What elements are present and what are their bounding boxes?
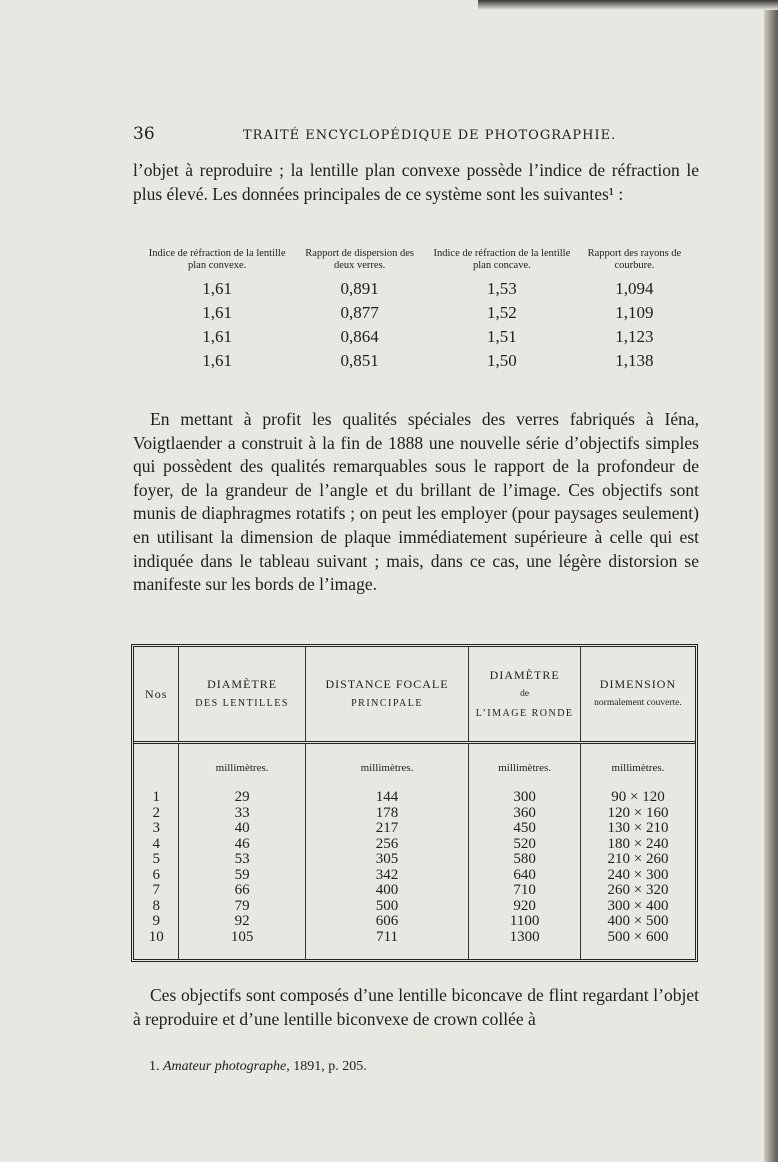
refraction-cell: 1,61 — [202, 351, 233, 370]
distance-value: 144 — [375, 789, 399, 805]
nos-value: 1 — [152, 789, 160, 805]
nos-label: Nos — [145, 686, 168, 701]
footnote — [149, 1059, 367, 1075]
image-label: DIAMÈTRE — [489, 667, 560, 682]
diametre-value: 92 — [234, 913, 250, 929]
page-top-shadow — [478, 0, 778, 10]
units-cell: millimètres. — [179, 743, 305, 789]
image-value: 920 — [513, 897, 536, 914]
dimension-value: 90 × 120 — [611, 789, 665, 805]
refraction-row — [140, 325, 690, 349]
nos-value: 3 — [152, 820, 160, 836]
nos-value: 8 — [152, 897, 160, 914]
diametre-value: 40 — [234, 820, 250, 836]
refraction-cell: 1,52 — [487, 303, 517, 322]
dimension-value: 500 × 600 — [607, 928, 669, 945]
refraction-cell: 0,877 — [340, 303, 379, 322]
page-edge-shadow — [764, 0, 778, 1162]
units-cell: millimètres. — [469, 743, 581, 789]
image-value: 520 — [513, 835, 536, 852]
image-column — [469, 788, 581, 959]
footnote-source: Amateur photographe — [163, 1059, 287, 1074]
distance-sub-label: PRINCIPALE — [351, 698, 423, 709]
diametre-value: 79 — [234, 897, 250, 914]
distance-value: 606 — [375, 913, 399, 929]
refraction-cell: 1,61 — [202, 327, 233, 346]
distance-value: 400 — [375, 882, 399, 898]
diametre-value: 59 — [234, 866, 250, 883]
dimension-value: 400 × 500 — [607, 913, 669, 929]
refraction-cell: 1,094 — [615, 279, 654, 298]
refraction-header-2: Rapport de dispersion des deux verres. — [305, 248, 415, 271]
refraction-row — [140, 277, 690, 301]
dimension-column — [580, 788, 695, 959]
units-cell: millimètres. — [580, 743, 695, 789]
page-header — [133, 124, 698, 146]
col-header-dimension — [580, 647, 695, 743]
refraction-row — [140, 349, 690, 373]
objectives-table — [134, 647, 695, 959]
running-title: TRAITÉ ENCYCLOPÉDIQUE DE PHOTOGRAPHIE. — [243, 128, 617, 143]
refraction-cell: 1,123 — [615, 327, 654, 346]
values-row — [134, 788, 695, 959]
footnote-number: 1. — [149, 1059, 160, 1074]
refraction-table-body — [140, 277, 690, 373]
col-header-nos — [134, 647, 179, 743]
nos-value: 4 — [152, 835, 160, 852]
refraction-cell: 1,138 — [615, 351, 654, 370]
dimension-label: DIMENSION — [599, 677, 677, 691]
nos-value: 7 — [152, 882, 160, 898]
page-number: 36 — [133, 124, 155, 144]
refraction-header-1: Indice de réfraction de la lentille plan convexe. — [148, 248, 286, 271]
refraction-header-4: Rapport des rayons de courbure. — [587, 248, 682, 271]
refraction-cell: 1,50 — [487, 351, 517, 370]
distance-label: DISTANCE FOCALE — [325, 677, 449, 691]
dimension-value: 300 × 400 — [607, 897, 669, 914]
col-header-diametre — [179, 647, 305, 743]
diametre-value: 33 — [234, 804, 250, 821]
refraction-cell: 0,864 — [340, 327, 379, 346]
col-header-image — [469, 647, 581, 743]
nos-value: 9 — [152, 913, 160, 929]
diametre-value: 105 — [230, 928, 254, 945]
distance-value: 500 — [375, 897, 399, 914]
diametre-value: 66 — [234, 882, 250, 898]
distance-column — [305, 788, 469, 959]
image-sub-label: L’IMAGE RONDE — [475, 707, 574, 719]
footnote-rest: , 1891, p. 205. — [286, 1059, 367, 1074]
image-value: 640 — [513, 866, 536, 883]
diametre-column — [179, 788, 305, 959]
nos-column — [134, 788, 179, 959]
distance-value: 217 — [375, 820, 399, 836]
units-row — [134, 743, 695, 789]
refraction-row — [140, 301, 690, 325]
refraction-cell: 1,53 — [487, 279, 517, 298]
units-cell-empty — [134, 743, 179, 789]
refraction-cell: 1,61 — [202, 303, 233, 322]
dimension-value: 120 × 160 — [607, 804, 669, 821]
dimension-value: 180 × 240 — [607, 835, 669, 852]
paragraph-2: En mettant à profit les qualités spéciales des verres fabriqués à Iéna, Voigtlaender a construit à la fin de 1888 une nouvelle série d’objectifs simples qui possèdent des qualités remarquables sous le rapport de la profondeur de foyer, de la grandeur de l’angle et du brillant de l’image. Ces objectifs sont munis de diaphragmes rotatifs ; on peut les employer (pour paysages seulement) en utilisant la dimension de plaque immédiatement supérieure à celle qui est indiquée dans le tableau suivant ; mais, dans ce cas, une légère distorsion se manifeste sur les bords de l’image. — [133, 409, 699, 595]
paragraph-3: Ces objectifs sont composés d’une lentille biconcave de flint regardant l’objet à reproduire et d’une lentille biconvexe de crown collée à — [133, 985, 699, 1029]
refraction-cell: 0,891 — [340, 279, 379, 298]
distance-value: 711 — [376, 928, 399, 945]
diametre-value: 53 — [234, 851, 250, 867]
units-cell: millimètres. — [305, 743, 469, 789]
image-value: 360 — [513, 804, 536, 821]
distance-value: 256 — [375, 835, 399, 852]
refraction-cell: 1,109 — [615, 303, 654, 322]
distance-value: 305 — [375, 851, 399, 867]
nos-value: 6 — [152, 866, 160, 883]
diametre-label: DIAMÈTRE — [207, 677, 278, 691]
nos-value: 10 — [148, 928, 164, 945]
distance-value: 342 — [375, 866, 399, 883]
dimension-value: 260 × 320 — [607, 882, 669, 898]
image-de-label: de — [520, 688, 530, 699]
dimension-sub-label: normalement couverte. — [594, 698, 682, 708]
refraction-table — [140, 248, 690, 373]
dimension-value: 240 × 300 — [607, 866, 669, 883]
image-value: 1100 — [509, 913, 540, 929]
dimension-value: 130 × 210 — [607, 820, 669, 836]
image-value: 300 — [513, 789, 536, 805]
image-value: 450 — [513, 820, 536, 836]
diametre-value: 46 — [234, 835, 250, 852]
paragraph-1: l’objet à reproduire ; la lentille plan convexe possède l’indice de réfraction le plus élevé. Les données principales de ce système sont les suivantes¹ : — [133, 160, 699, 204]
diametre-sub-label: DES LENTILLES — [195, 698, 289, 709]
image-value: 580 — [513, 851, 536, 867]
image-value: 710 — [513, 882, 536, 898]
refraction-cell: 1,51 — [487, 327, 517, 346]
nos-value: 2 — [152, 804, 160, 821]
diametre-value: 29 — [234, 789, 250, 805]
nos-value: 5 — [152, 851, 160, 867]
refraction-cell: 1,61 — [202, 279, 233, 298]
image-value: 1300 — [509, 928, 540, 945]
col-header-distance — [305, 647, 469, 743]
distance-value: 178 — [375, 804, 399, 821]
refraction-header-3: Indice de réfraction de la lentille plan concave. — [433, 248, 571, 271]
refraction-cell: 0,851 — [340, 351, 379, 370]
dimension-value: 210 × 260 — [607, 851, 669, 867]
